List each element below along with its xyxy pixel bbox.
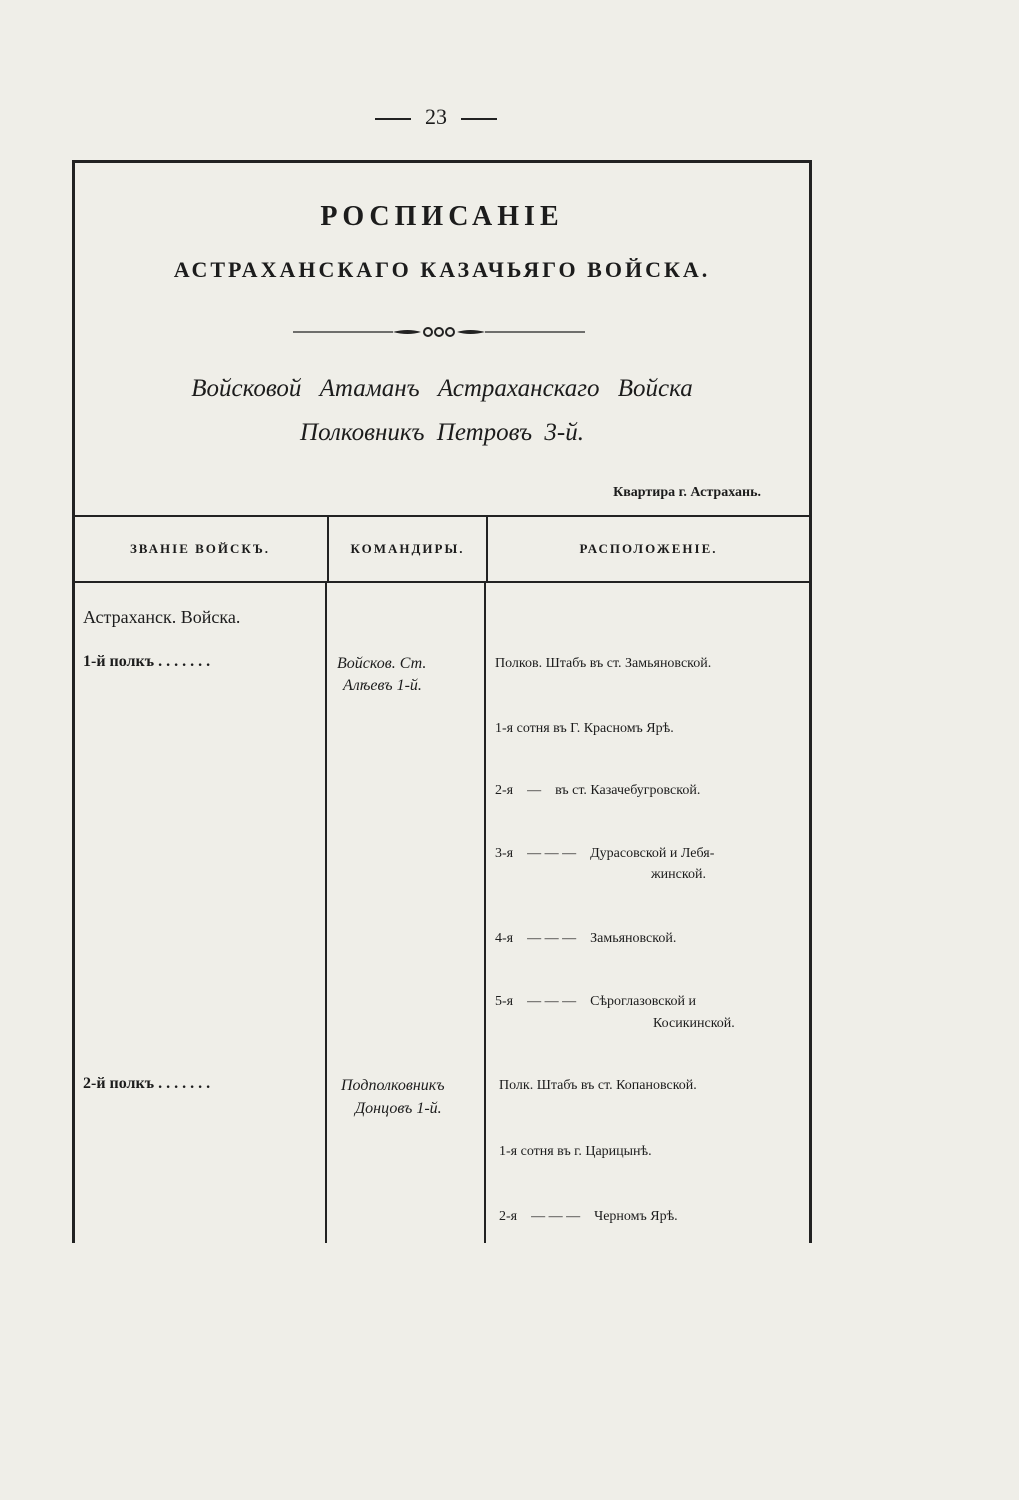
regiment-1-commander-line1: Войсков. Ст. — [337, 655, 427, 672]
sotnia-number: 4-я — [495, 931, 514, 946]
sotnia-number: 2-я — [495, 783, 514, 798]
regiment-1-sotnia-4 — [495, 928, 676, 949]
regiment-1-sotnia-5 — [495, 991, 696, 1012]
ataman-line-2: Полковникъ Петровъ 3-й. — [300, 419, 584, 446]
header-commanders: КОМАНДИРЫ. — [327, 517, 486, 581]
ditto-dash: — — — — [531, 1209, 581, 1224]
sotnia-number: 3-я — [495, 846, 514, 861]
regiment-1-sotnia-2 — [495, 780, 700, 801]
regiment-1-sotnia-3-cont: жинской. — [651, 867, 706, 882]
page-number — [0, 104, 872, 130]
column-divider-1 — [325, 581, 327, 1243]
ditto-dash: — — — — [527, 994, 577, 1009]
ornament-divider — [293, 325, 585, 339]
regiment-1-commander-line2: Алѣевъ 1-й. — [343, 677, 422, 694]
header-troops: ЗВАНІЕ ВОЙСКЪ. — [129, 541, 271, 556]
document-title: РОСПИСАНІЕ — [320, 201, 564, 232]
schedule-frame — [72, 160, 812, 1243]
regiment-2-commander-line1: Подполковникъ — [341, 1077, 445, 1094]
ataman-line-1: Войсковой Атаманъ Астраханскаго Войска — [191, 375, 693, 402]
regiment-2-sotnia-1: 1-я сотня въ г. Царицынѣ. — [499, 1144, 652, 1159]
sotnia-place: Дурасовской и Лебя- — [590, 846, 715, 861]
ditto-dash: — — — — [527, 931, 577, 946]
header-location: РАСПОЛОЖЕНІЕ. — [486, 517, 809, 581]
regiment-1-sotnia-1: 1-я сотня въ Г. Красномъ Ярѣ. — [495, 721, 674, 736]
sotnia-place: Черномъ Ярѣ. — [594, 1209, 678, 1224]
sotnia-place: Замьяновской. — [590, 931, 677, 946]
regiment-1-sotnia-3 — [495, 843, 714, 864]
document-subtitle: АСТРАХАНСКАГО КАЗАЧЬЯГО ВОЙСКА. — [173, 257, 711, 282]
regiment-2-sotnia-2 — [499, 1206, 678, 1227]
page-number-dash-left — [375, 118, 411, 120]
column-divider-2 — [484, 581, 486, 1243]
regiment-1-hq: Полков. Штабъ въ ст. Замьяновской. — [495, 656, 712, 671]
regiment-2-name: 2-й полкъ . . . . . . . — [83, 1075, 211, 1092]
page-number-dash-right — [461, 118, 497, 120]
ditto-dash: — — — — [527, 846, 577, 861]
regiment-1-name: 1-й полкъ . . . . . . . — [83, 653, 211, 670]
ditto-dash: — — [527, 783, 542, 798]
regiment-1-sotnia-5-cont: Косикинской. — [653, 1016, 735, 1031]
regiment-2-commander-line2: Донцовъ 1-й. — [355, 1100, 442, 1117]
table-header-row — [75, 515, 809, 583]
page-number-text: 23 — [425, 104, 447, 129]
sotnia-number: 5-я — [495, 994, 514, 1009]
group-label: Астраханск. Войска. — [83, 607, 241, 627]
headquarters-note: Квартира г. Астрахань. — [613, 485, 761, 500]
sotnia-place: въ ст. Казачебугровской. — [555, 783, 701, 798]
sotnia-place: Сѣроглазовской и — [590, 994, 697, 1009]
sotnia-number: 2-я — [499, 1209, 518, 1224]
regiment-2-hq: Полк. Штабъ въ ст. Копановской. — [499, 1078, 697, 1093]
